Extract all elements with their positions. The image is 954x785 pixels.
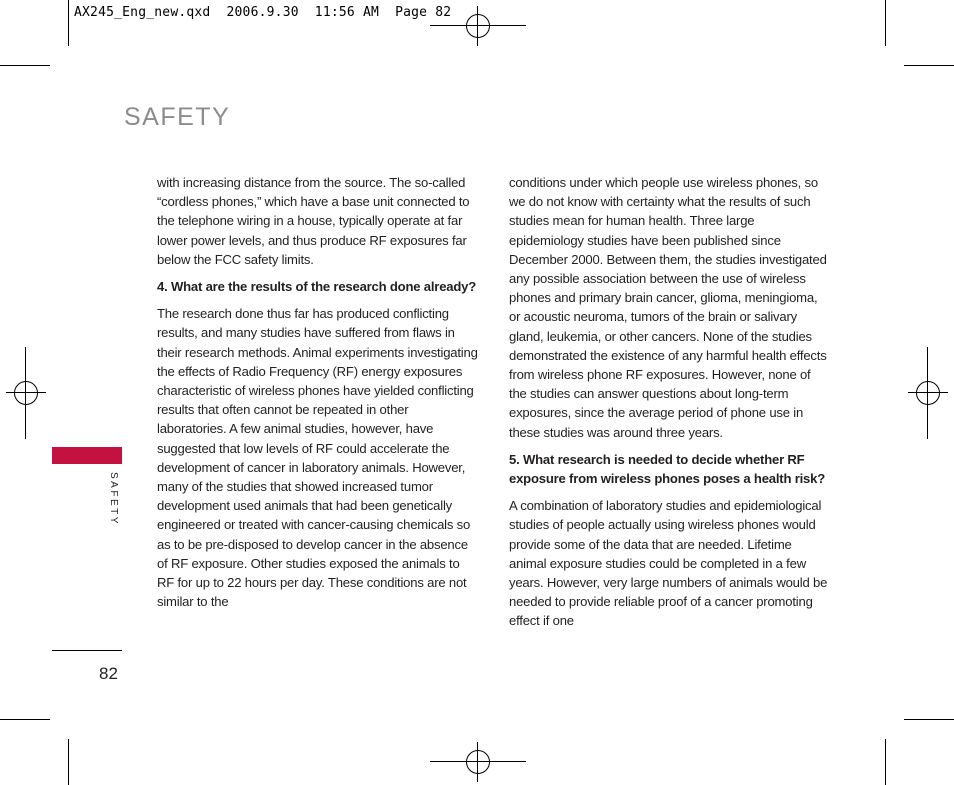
paragraph: conditions under which people use wireless phones, so we do not know with certainty what the results of such studies mean for human health. Three large epidemiology studies have been published since December 2000. Between them, the studies investigated any possible association between the use of wireless phones and primary brain cancer, glioma, meningioma, or acoustic neuroma, tumors of the brain or salivary gland, leukemia, or other cancers. None of the studies demonstrated the existence of any harmful health effects from wireless phone RF exposures. However, none of the studies can answer questions about long-term exposures, since the average period of phone use in these studies was around three years.	[509, 175, 827, 440]
paragraph: The research done thus far has produced conflicting results, and many studies have suffered from flaws in their research methods. Animal experiments investigating the effects of Radio Frequency (RF) energy exposures characteristic of wireless phones have yielded conflicting results that often cannot be repeated in other laboratories. A few animal studies, however, have suggested that low levels of RF could accelerate the development of cancer in laboratory animals. However, many of the studies that showed increased tumor development used animals that had been genetically engineered or treated with cancer-causing chemicals so as to be pre-disposed to develop cancer in the absence of RF exposure. Other studies exposed the animals to RF for up to 22 hours per day. These conditions are not similar to the	[157, 306, 478, 610]
registration-mark-right	[908, 373, 948, 413]
text-column-right	[509, 173, 831, 639]
question-heading: 4. What are the results of the research done already?	[157, 279, 477, 295]
crop-mark-top-right-vertical	[885, 0, 886, 46]
paragraph: with increasing distance from the source. The so-called “cordless phones,” which have a base unit connected to the telephone wiring in a house, typically operate at far lower power levels, and thus produce RF exposures far below the FCC safety limits.	[157, 175, 470, 267]
section-title: SAFETY	[124, 103, 231, 131]
crop-mark-bottom-left-vertical	[68, 739, 69, 785]
folio-rule	[52, 650, 122, 651]
print-slug: AX245_Eng_new.qxd 2006.9.30 11:56 AM Page 82	[74, 5, 452, 20]
paragraph: A combination of laboratory studies and epidemiological studies of people actually using wireless phones would provide some of the data that are needed. Lifetime animal exposure studies could be completed in a few years. However, very large numbers of animals would be needed to provide reliable proof of a cancer promoting effect if one	[509, 498, 828, 629]
text-column-left	[157, 173, 479, 619]
registration-mark-left	[6, 373, 46, 413]
crop-mark-bottom-right-vertical	[885, 739, 886, 785]
side-tab-bar	[52, 447, 122, 464]
side-tab-label: SAFETY	[108, 472, 119, 526]
crop-mark-bottom-right-horizontal	[904, 719, 954, 720]
registration-mark-top	[458, 6, 498, 46]
question-heading: 5. What research is needed to decide whether RF exposure from wireless phones poses a health risk?	[509, 451, 826, 487]
crop-mark-bottom-left-horizontal	[0, 719, 50, 720]
crop-mark-top-left-horizontal	[0, 65, 50, 66]
page-number: 82	[99, 664, 118, 683]
crop-mark-top-left-vertical	[68, 0, 69, 46]
crop-mark-top-right-horizontal	[904, 65, 954, 66]
registration-mark-bottom	[458, 742, 498, 782]
